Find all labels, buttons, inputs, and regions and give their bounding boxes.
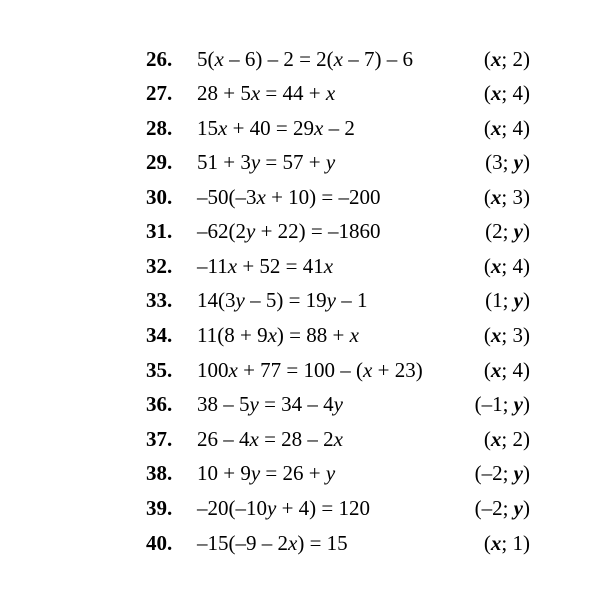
- equation: 14(3y – 5) = 19y – 1: [197, 288, 368, 312]
- problem-row: [0, 145, 600, 179]
- answer-pair: (x; 4): [483, 254, 530, 278]
- equation: 5(x – 6) – 2 = 2(x – 7) – 6: [197, 47, 413, 71]
- equation: 10 + 9y = 26 + y: [197, 461, 336, 485]
- problem-number: 40.: [146, 531, 173, 555]
- problem-number: 30.: [146, 185, 173, 209]
- equation: 11(8 + 9x) = 88 + x: [197, 323, 359, 347]
- equation: 100x + 77 = 100 – (x + 23): [197, 358, 423, 382]
- problem-number: 39.: [146, 496, 173, 520]
- equation: –62(2y + 22) = –1860: [197, 219, 381, 243]
- problem-number: 38.: [146, 461, 173, 485]
- problem-number: 33.: [146, 288, 173, 312]
- equation: 51 + 3y = 57 + y: [197, 150, 336, 174]
- problem-row: [0, 180, 600, 214]
- problem-number: 35.: [146, 358, 173, 382]
- problem-number: 32.: [146, 254, 173, 278]
- problem-number: 29.: [146, 150, 173, 174]
- equation: –20(–10y + 4) = 120: [197, 496, 371, 520]
- answer-pair: (2; y): [485, 219, 530, 243]
- answer-pair: (x; 2): [483, 47, 530, 71]
- answer-pair: (1; y): [485, 288, 530, 312]
- answer-pair: (x; 1): [483, 531, 530, 555]
- answer-pair: (x; 4): [483, 116, 530, 140]
- problem-number: 27.: [146, 81, 173, 105]
- answer-pair: (–2; y): [474, 461, 530, 485]
- problem-row: [0, 387, 600, 421]
- problem-row: [0, 422, 600, 456]
- problem-number: 36.: [146, 392, 173, 416]
- problem-row: [0, 491, 600, 525]
- problem-row: [0, 283, 600, 317]
- problem-row: [0, 526, 600, 555]
- answer-pair: (x; 3): [483, 185, 530, 209]
- answer-pair: (x; 2): [483, 427, 530, 451]
- equation: 38 – 5y = 34 – 4y: [197, 392, 343, 416]
- equation: –50(–3x + 10) = –200: [197, 185, 381, 209]
- problem-number: 31.: [146, 219, 173, 243]
- problem-row: [0, 249, 600, 283]
- problem-row: [0, 456, 600, 490]
- problem-row: [0, 214, 600, 248]
- answer-pair: (x; 4): [483, 358, 530, 382]
- problem-number: 37.: [146, 427, 173, 451]
- problem-row: [0, 318, 600, 352]
- equation: –15(–9 – 2x) = 15: [197, 531, 348, 555]
- problem-row: [0, 42, 600, 76]
- problem-row: [0, 111, 600, 145]
- problem-row: [0, 76, 600, 110]
- problem-row: [0, 353, 600, 387]
- problem-number: 28.: [146, 116, 173, 140]
- equation: 28 + 5x = 44 + x: [197, 81, 336, 105]
- equation: 26 – 4x = 28 – 2x: [197, 427, 343, 451]
- answer-pair: (x; 3): [483, 323, 530, 347]
- answer-pair: (–2; y): [474, 496, 530, 520]
- equation: –11x + 52 = 41x: [197, 254, 334, 278]
- problem-number: 34.: [146, 323, 173, 347]
- answer-pair: (–1; y): [474, 392, 530, 416]
- answer-pair: (3; y): [485, 150, 530, 174]
- equation: 15x + 40 = 29x – 2: [197, 116, 355, 140]
- problem-number: 26.: [146, 47, 173, 71]
- problem-list: [0, 40, 600, 555]
- answer-pair: (x; 4): [483, 81, 530, 105]
